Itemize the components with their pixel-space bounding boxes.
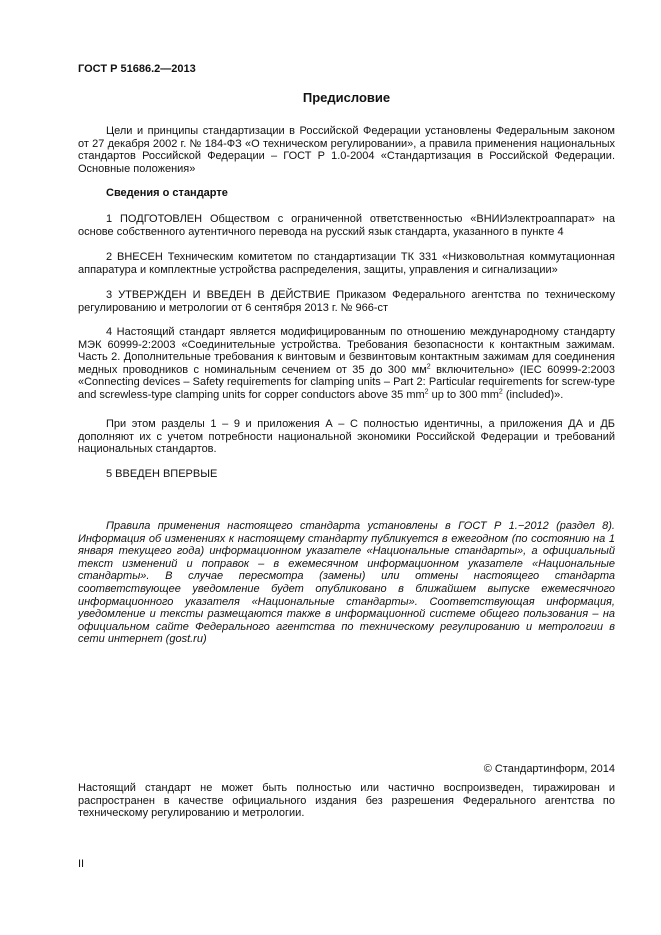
item-4-paragraph [78,326,615,402]
item-4-note-paragraph: При этом разделы 1 – 9 и приложения А – С полностью идентичны, а приложения ДА и ДБ дополняют их с учетом потребности национальной экономики Российской Федерации и требований национальных стандартов. [78,418,615,456]
item-1-paragraph: 1 ПОДГОТОВЛЕН Обществом с ограниченной ответственностью «ВНИИэлектроаппарат» на основе собственного аутентичного перевода на русский язык стандарта, указанного в пункте 4 [78,213,615,238]
item-4-superscript: 2 [426,363,431,371]
item-4-text-a: 4 Настоящий стандарт является модифицированным по отношению международному стандарту МЭК 60999-2:2003 «Соединительные устройства. Требования безопасности к контактным зажимам. Часть 2. Дополнительные требования к винтовым и безвинтовым контактным зажимам для соединения медных проводников с номинальным сечением от 35 до 300 мм [78,326,615,376]
section-heading: Сведения о стандарте [106,187,228,199]
reproduction-notice: Настоящий стандарт не может быть полностью или частично воспроизведен, тиражирован и распространен в качестве официального издания без разрешения Федерального агентства по техническому регулированию и метрологии. [78,782,615,820]
page-number: II [78,858,85,870]
notice-paragraph: Правила применения настоящего стандарта установлены в ГОСТ Р 1.−2012 (раздел 8). Информация об изменениях к настоящему стандарту публикуется в ежегодном (по состоянию на 1 января текущего года) информационном указателе «Национальные стандарты», а официальный текст изменений и поправок – в ежемесячном информационном указателе «Национальные стандарты». В случае пересмотра (замены) или отмены настоящего стандарта соответствующее уведомление будет опубликовано в ближайшем выпуске ежемесячного информационного указателя «Национальные стандарты». Соответствующая информация, уведомление и тексты размещаются также в информационной системе общего пользования – на официальном сайте Федерального агентства по техническому регулированию и метрологии в сети интернет (gost.ru) [78,520,615,646]
item-4-text-c: up to 300 mm [428,388,499,401]
page-title: Предисловие [302,90,391,105]
item-4-text-d: (included)». [502,388,564,401]
document-code-header: ГОСТ Р 51686.2—2013 [78,63,196,75]
intro-paragraph: Цели и принципы стандартизации в Российской Федерации установлены Федеральным законом от 27 декабря 2002 г. № 184-ФЗ «О техническом регулировании», а правила применения национальных стандартов Российской Федерации – ГОСТ Р 1.0-2004 «Стандартизация в Российской Федерации. Основные положения» [78,125,615,175]
item-5-paragraph: 5 ВВЕДЕН ВПЕРВЫЕ [106,468,218,480]
item-4-text-b: включительно» (IEC 60999-2:2003 «Connecting devices – Safety requirements for clamping units – Part 2: Particular requirements for screw-type and screwless-type clamping units for copper conductors above 35 mm [78,363,615,401]
copyright-line: © Стандартинформ, 2014 [483,763,615,775]
item-4-superscript-3: 2 [498,388,503,396]
item-2-paragraph: 2 ВНЕСЕН Техническим комитетом по стандартизации ТК 331 «Низковольтная коммутационная аппаратура и комплектные устройства распределения, защиты, управления и сигнализации» [78,251,615,276]
item-3-paragraph: 3 УТВЕРЖДЕН И ВВЕДЕН В ДЕЙСТВИЕ Приказом Федерального агентства по техническому регулированию и метрологии от 6 сентября 2013 г. № 966-ст [78,289,615,314]
item-4-superscript-2: 2 [424,388,429,396]
